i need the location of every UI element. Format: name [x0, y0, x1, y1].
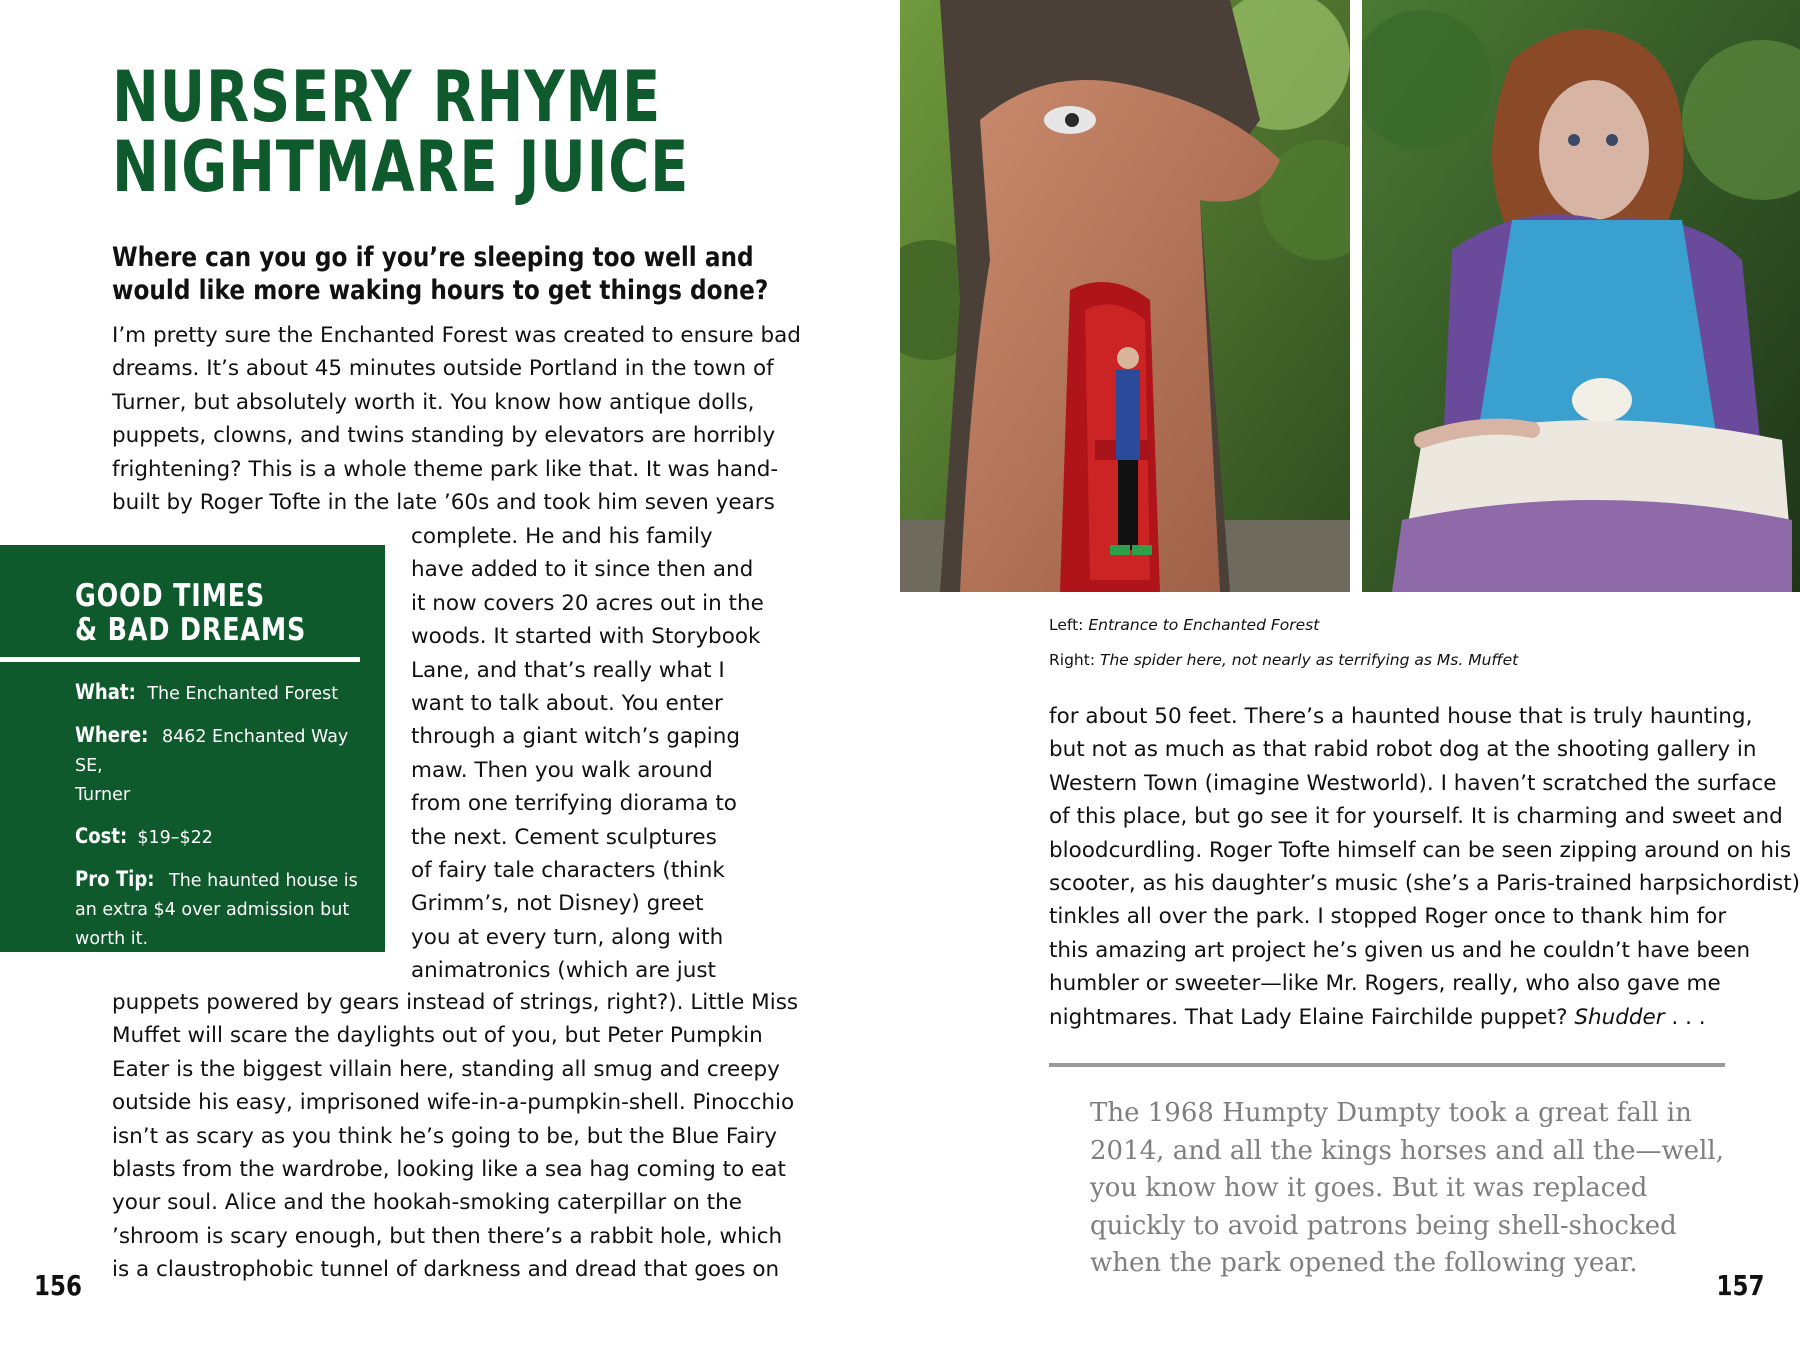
body-line: isn’t as scary as you think he’s going to be, but the Blue Fairy — [112, 1123, 777, 1149]
pull-quote-line: 2014, and all the kings horses and all the—well, — [1090, 1135, 1724, 1166]
body-line: Turner, but absolutely worth it. You know how antique dolls, — [112, 389, 755, 415]
body-line: puppets powered by gears instead of strings, right?). Little Miss — [112, 990, 799, 1015]
fact-value: 8462 Enchanted Way SE, — [75, 727, 349, 776]
photo-captions — [1049, 608, 1518, 678]
pull-quote-line: The 1968 Humpty Dumpty took a great fall in — [1090, 1098, 1692, 1128]
body-line: you at every turn, along with — [411, 924, 724, 950]
body-line: for about 50 feet. There’s a haunted house that is truly haunting, — [1049, 704, 1753, 729]
fact-label: Where: — [75, 723, 149, 747]
body-line: your soul. Alice and the hookah-smoking caterpillar on the — [112, 1190, 742, 1216]
caption-prefix: Left: — [1049, 616, 1084, 634]
title-line: NIGHTMARE JUICE — [112, 126, 690, 208]
body-line: Western Town (imagine Westworld). I haven’t scratched the surface — [1049, 770, 1777, 796]
caption-right — [1049, 643, 1518, 678]
page-number-right: 157 — [1716, 1269, 1764, 1302]
sidebar-facts — [75, 678, 365, 966]
fact-label: Cost: — [75, 824, 128, 848]
body-line: the next. Cement sculptures — [411, 824, 717, 850]
sidebar-divider — [0, 657, 360, 662]
subhead-line: would like more waking hours to get things done? — [112, 275, 769, 306]
subheading — [112, 241, 769, 307]
fact-where — [75, 721, 365, 810]
pull-quote-line: quickly to avoid patrons being shell-shocked — [1090, 1210, 1677, 1241]
caption-text: Entrance to Enchanted Forest — [1088, 616, 1320, 634]
body-line: it now covers 20 acres out in the — [411, 590, 764, 616]
body-line: dreams. It’s about 45 minutes outside Portland in the town of — [112, 356, 774, 382]
body-line: Lane, and that’s really what I — [411, 657, 725, 683]
body-line: from one terrifying diorama to — [411, 791, 737, 817]
fact-value: The Enchanted Forest — [147, 684, 339, 704]
body-line: outside his easy, imprisoned wife-in-a-pumpkin-shell. Pinocchio — [112, 1090, 795, 1116]
caption-left — [1049, 608, 1518, 643]
sidebar-title — [75, 579, 306, 647]
body-line: Grimm’s, not Disney) greet — [411, 891, 704, 917]
chapter-title — [112, 56, 690, 208]
fact-what — [75, 678, 365, 709]
photo-witch-entrance — [900, 0, 1350, 592]
body-line: is a claustrophobic tunnel of darkness and dread that goes on — [112, 1257, 780, 1283]
body-line: built by Roger Tofte in the late ’60s and took him seven years — [112, 490, 775, 516]
body-line: through a giant witch’s gaping — [411, 724, 741, 750]
body-column-full — [112, 319, 801, 519]
fact-cost — [75, 822, 365, 853]
photo-miss-muffet — [1362, 0, 1800, 592]
caption-prefix: Right: — [1049, 651, 1096, 669]
pull-quote — [1090, 1095, 1724, 1283]
fact-label: What: — [75, 680, 136, 704]
body-line: animatronics (which are just — [411, 958, 716, 984]
body-line: Eater is the biggest villain here, standing all smug and creepy — [112, 1056, 780, 1082]
title-line: NURSERY RHYME — [112, 56, 662, 138]
body-line: but not as much as that rabid robot dog at the shooting gallery in — [1049, 737, 1757, 763]
body-line-tail: . . . — [1664, 1004, 1706, 1030]
doll-statue-image — [1362, 0, 1800, 592]
body-line: maw. Then you walk around — [411, 757, 713, 783]
page-number-left: 156 — [34, 1269, 82, 1302]
sidebar-title-line: GOOD TIMES — [75, 578, 266, 614]
body-column-narrow — [411, 520, 764, 988]
fact-value: worth it. — [75, 929, 149, 949]
body-line: Muffet will scare the daylights out of you, but Peter Pumpkin — [112, 1023, 763, 1049]
body-line: woods. It started with Storybook — [411, 624, 761, 650]
right-page — [900, 0, 1800, 1350]
body-line: tinkles all over the park. I stopped Roger once to thank him for — [1049, 904, 1727, 930]
body-line: ’shroom is scary enough, but then there’s a rabbit hole, which — [112, 1223, 783, 1249]
body-line: scooter, as his daughter’s music (she’s a Paris-trained harpsichordist) — [1049, 871, 1800, 897]
fact-value: Turner — [75, 785, 131, 805]
body-line: bloodcurdling. Roger Tofte himself can be seen zipping around on his — [1049, 837, 1792, 863]
fact-value: an extra $4 over admission but — [75, 900, 350, 920]
body-line: complete. He and his family — [411, 524, 713, 549]
body-line: of fairy tale characters (think — [411, 858, 725, 884]
info-sidebar — [0, 545, 385, 952]
pull-quote-line: when the park opened the following year. — [1090, 1248, 1638, 1278]
body-line: this amazing art project he’s given us and he couldn’t have been — [1049, 937, 1751, 963]
caption-text: The spider here, not nearly as terrifying as Ms. Muffet — [1099, 651, 1519, 669]
pull-quote-line: you know how it goes. But it was replaced — [1090, 1173, 1648, 1203]
body-line-last — [1049, 1001, 1800, 1034]
body-column-bottom — [112, 986, 798, 1287]
body-line: of this place, but go see it for yourself. It is charming and sweet and — [1049, 804, 1783, 830]
body-line-text: nightmares. That Lady Elaine Fairchilde puppet? — [1049, 1004, 1575, 1030]
fact-value: $19–$22 — [137, 828, 213, 848]
body-line: frightening? This is a whole theme park like that. It was hand- — [112, 456, 779, 482]
body-line: want to talk about. You enter — [411, 691, 723, 717]
body-column-right — [1049, 700, 1800, 1034]
fact-value: The haunted house is — [169, 871, 358, 891]
body-line-italic: Shudder — [1574, 1004, 1665, 1030]
body-line: humbler or sweeter—like Mr. Rogers, really, who also gave me — [1049, 971, 1721, 997]
fact-pro-tip — [75, 865, 365, 954]
body-line: have added to it since then and — [411, 557, 754, 583]
witch-head-image — [900, 0, 1350, 592]
body-line: I’m pretty sure the Enchanted Forest was created to ensure bad — [112, 323, 801, 348]
fact-label: Pro Tip: — [75, 867, 155, 891]
body-line: blasts from the wardrobe, looking like a sea hag coming to eat — [112, 1157, 786, 1183]
subhead-line: Where can you go if you’re sleeping too well and — [112, 242, 754, 273]
body-line: puppets, clowns, and twins standing by elevators are horribly — [112, 423, 776, 449]
sidebar-title-line: & BAD DREAMS — [75, 612, 307, 648]
pull-quote-divider — [1049, 1063, 1725, 1067]
